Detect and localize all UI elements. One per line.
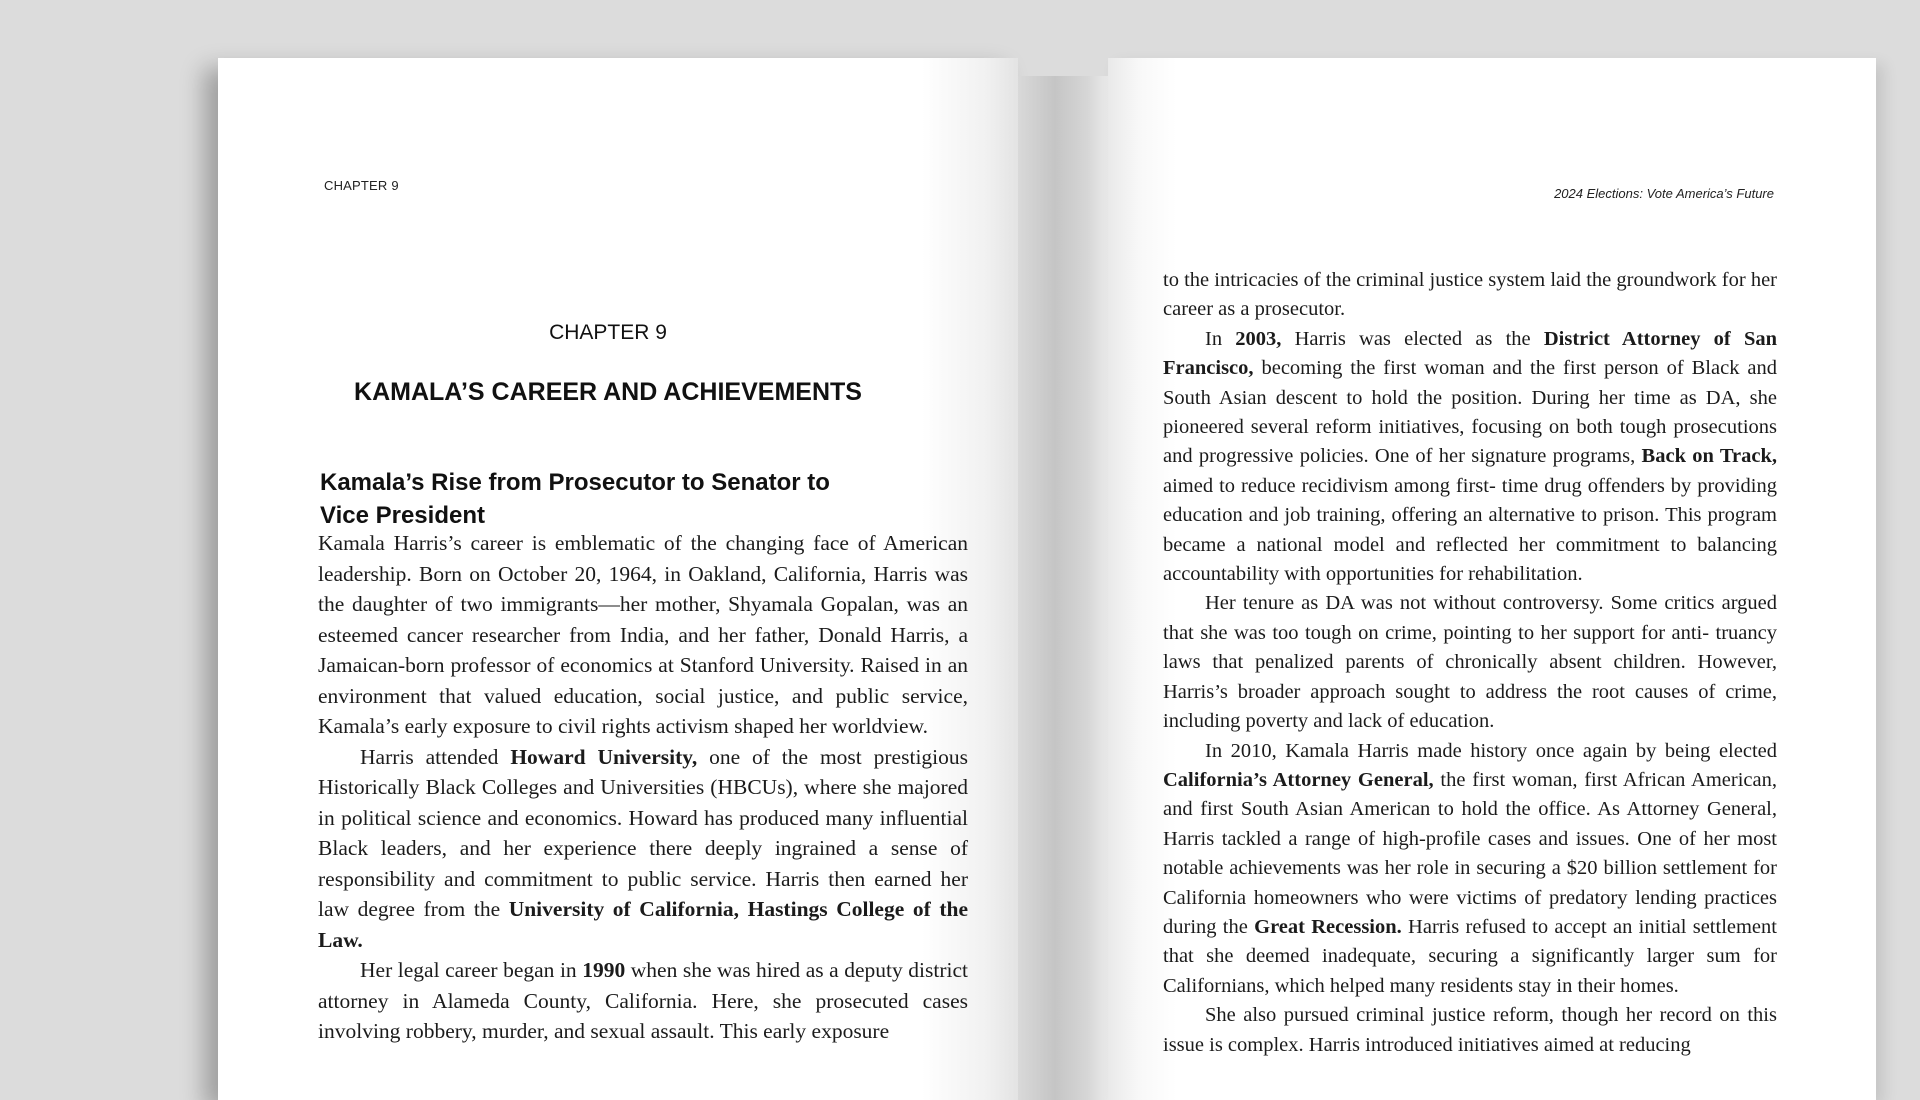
right-paragraph-3: Her tenure as DA was not without controversy. Some critics argued that she was too tough on crime, pointing to her support for anti- truancy laws that penalized parents of chronically absent children. However, Harris’s broader approach sought to address the root causes of crime, including poverty and lack of education. (1163, 592, 1777, 733)
left-paragraph-1: Kamala Harris’s career is emblematic of the changing face of American leadership. Born on October 20, 1964, in Oakland, California, Harris was the daughter of two immigrants—her mother, Shyamala Gopalan, was an esteemed cancer researcher from India, and her father, Donald Harris, a Jamaican-born professor of economics at Stanford University. Raised in an environment that valued education, social justice, and public service, Kamala’s early exposure to civil rights activism shaped her worldview. (318, 531, 968, 738)
right-paragraph-4: In 2010, Kamala Harris made history once again by being elected California’s Attorney General, the first woman, first African American, and first South Asian American to hold the office. As Attorney General, Harris tackled a range of high-profile cases and issues. One of her most notable achievements was her role in securing a $20 billion settlement for California homeowners who were victims of predatory lending practices during the Great Recession. Harris refused to accept an initial settlement that she deemed inadequate, securing a significantly larger sum for Californians, which helped many residents stay in their homes. (1163, 739, 1777, 997)
book-gutter (1018, 76, 1110, 1100)
left-body-text (318, 528, 968, 1047)
chapter-label: CHAPTER 9 (549, 321, 667, 344)
right-body-text (1163, 266, 1777, 1060)
section-heading: Kamala’s Rise from Prosecutor to Senator to Vice President (320, 469, 830, 529)
running-head-right: 2024 Elections: Vote America’s Future (1554, 186, 1774, 201)
running-head-left: CHAPTER 9 (324, 178, 399, 193)
right-page (1108, 58, 1876, 1100)
right-paragraph-2: In 2003, Harris was elected as the District Attorney of San Francisco, becoming the first woman and the first person of Black and South Asian descent to hold the position. During her time as DA, she pioneered several reform initiatives, focusing on both tough prosecutions and progressive policies. One of her signature programs, Back on Track, aimed to reduce recidivism among first- time drug offenders by providing education and job training, offering an alternative to prison. This program became a national model and reflected her commitment to balancing accountability with opportunities for rehabilitation. (1163, 327, 1777, 586)
left-paragraph-3: Her legal career began in 1990 when she was hired as a deputy district attorney in Alameda County, California. Here, she prosecuted cases involving robbery, murder, and sexual assault. This early exposure (318, 958, 968, 1043)
left-page (218, 58, 1018, 1100)
right-paragraph-1: to the intricacies of the criminal justice system laid the groundwork for her career as a prosecutor. (1163, 269, 1777, 321)
left-paragraph-2: Harris attended Howard University, one of the most prestigious Historically Black Colleges and Universities (HBCUs), where she majored in political science and economics. Howard has produced many influential Black leaders, and her experience there deeply ingrained a sense of responsibility and commitment to public service. Harris then earned her law degree from the University of California, Hastings College of the Law. (318, 744, 969, 952)
chapter-title: KAMALA’S CAREER AND ACHIEVEMENTS (354, 378, 862, 406)
right-paragraph-5: She also pursued criminal justice reform, though her record on this issue is complex. Harris introduced initiatives aimed at reducing (1163, 1004, 1777, 1056)
